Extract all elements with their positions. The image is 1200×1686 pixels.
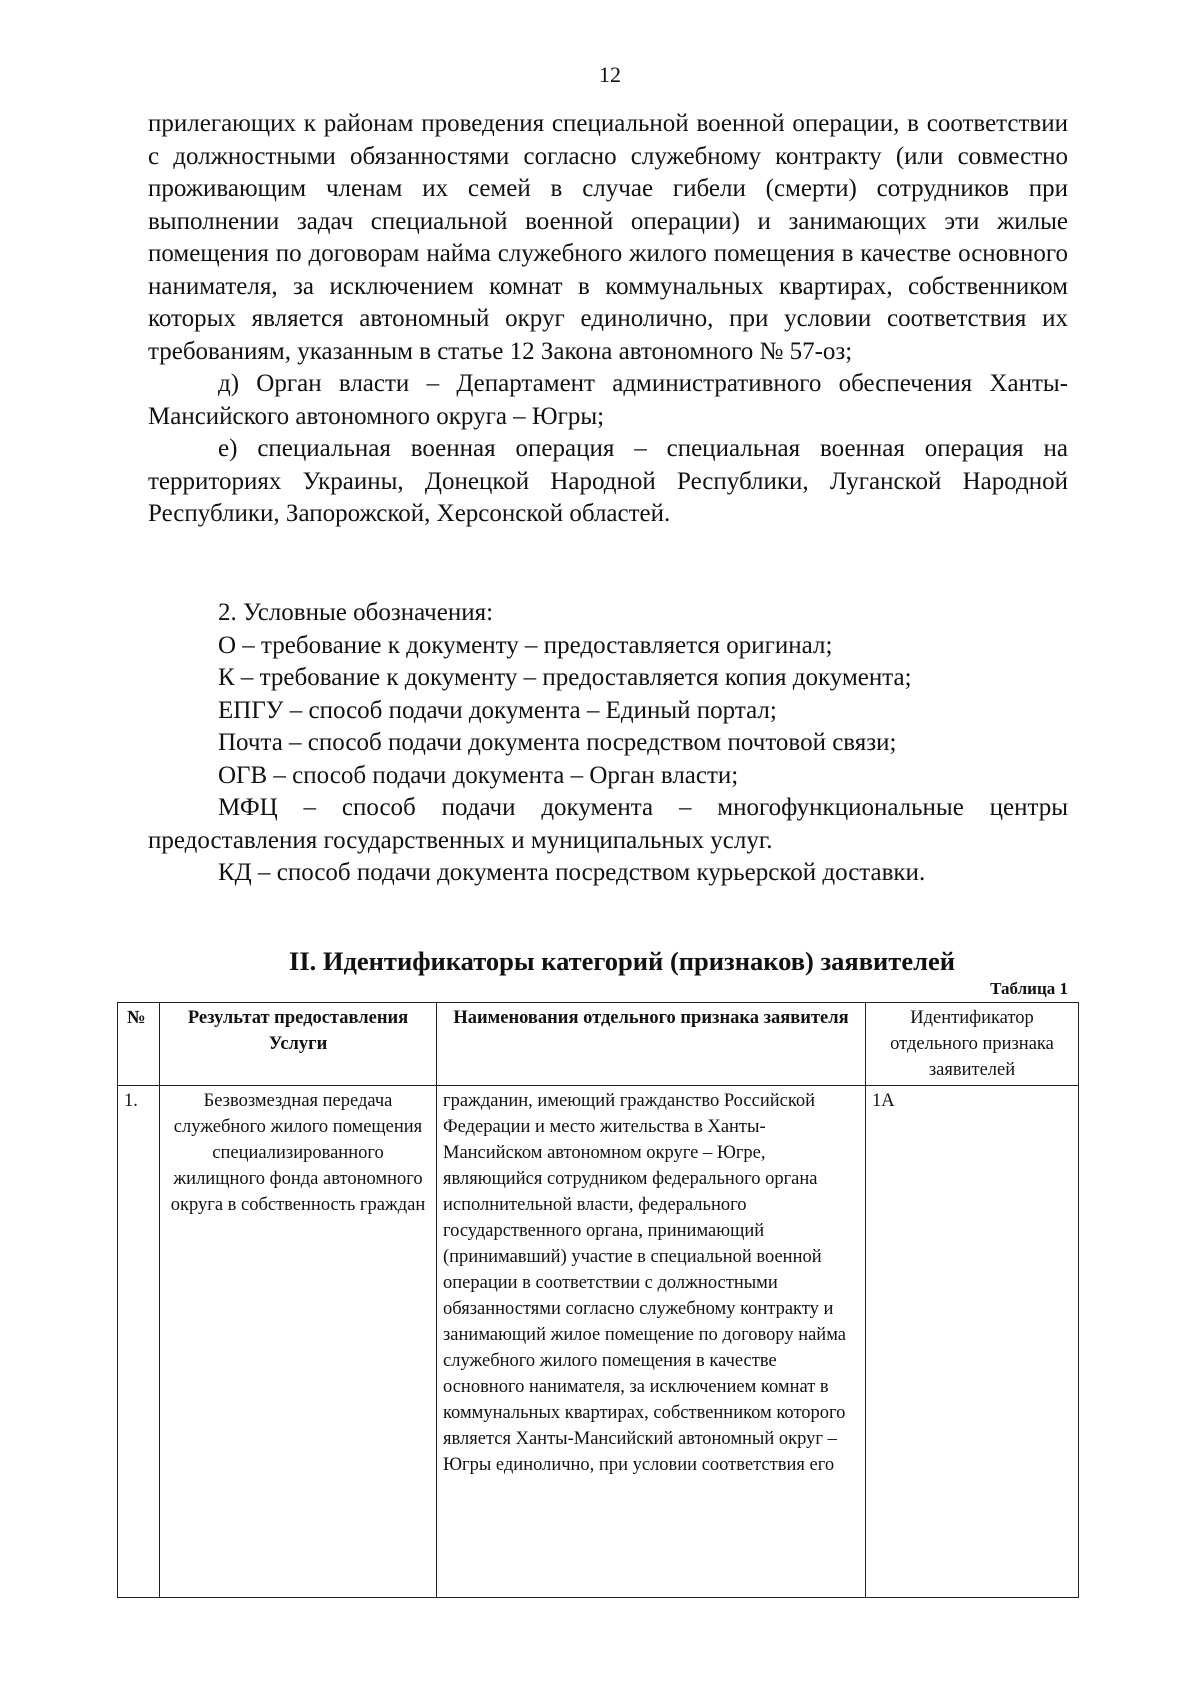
cell-result: Безвозмездная передача служебного жилого помещения специализированного жилищного фонда автономного округа в собственность граждан [160,1086,437,1598]
paragraph-item-e: е) специальная военная операция – специальная военная операция на территориях Украины, Донецкой Народной Республики, Луганской Народной Республики, Запорожской, Херсонской областей. [148,435,1068,527]
section-title: II. Идентификаторы категорий (признаков) заявителей [289,946,955,976]
legend-item: О – требование к документу – предоставляется оригинал; [218,631,833,659]
legend-item: КД – способ подачи документа посредством курьерской доставки. [218,859,926,886]
legend-item: Почта – способ подачи документа посредством почтовой связи; [218,729,897,756]
paragraph-continuation: прилегающих к районам проведения специальной военной операции, в соответствии с должностными обязанностями согласно служебному контракту (или совместно проживающим членам их семей в случае гибели (смерти) сотрудников при выполнении задач специальной военной операции) и занимающих эти жилые помещения по договорам найма служебного жилого помещения в качестве основного нанимателя, за исключением комнат в коммунальных квартирах, собственником которых является автономный округ единолично, при условии соответствия их требованиям, указанным в статье 12 Закона автономного № 57-оз; [148,110,1068,365]
header-feature: Наименования отдельного признака заявителя [437,1003,866,1086]
cell-identifier: 1А [866,1086,1079,1598]
cell-feature: гражданин, имеющий гражданство Российской Федерации и место жительства в Ханты-Мансийском автономном округе – Югре, являющийся сотрудником федерального органа исполнительной власти, федерального государственного органа, принимающий (принимавший) участие в специальной военной операции в соответствии с должностными обязанностями согласно служебному контракту и занимающий жилое помещение по договору найма служебного жилого помещения в качестве основного нанимателя, за исключением комнат в коммунальных квартирах, собственником которого является Ханты-Мансийский автономный округ – Югры единолично, при условии соответствия его [437,1086,866,1598]
table-header-row [118,1003,1079,1086]
legend-item: ОГВ – способ подачи документа – Орган власти; [218,761,739,789]
page-number: 12 [599,62,621,87]
legend-item: ЕПГУ – способ подачи документа – Единый портал; [218,696,777,724]
cell-number: 1. [118,1086,160,1598]
legend-item: МФЦ – способ подачи документа – многофункциональные центры предоставления государственных и муниципальных услуг. [148,794,1068,854]
legend [148,597,1068,890]
header-identifier: Идентификатор отдельного признака заявителей [866,1003,1079,1086]
legend-heading: 2. Условные обозначения: [218,599,494,626]
identifiers-table [117,1002,1079,1598]
body-text [148,108,1068,531]
legend-item: К – требование к документу – предоставляется копия документа; [218,664,912,691]
paragraph-item-d: д) Орган власти – Департамент административного обеспечения Ханты-Мансийского автономного округа – Югры; [148,370,1068,430]
header-result: Результат предоставления Услуги [160,1003,437,1086]
table-caption: Таблица 1 [990,979,1068,998]
table-row [118,1086,1079,1598]
header-number: № [118,1003,160,1086]
